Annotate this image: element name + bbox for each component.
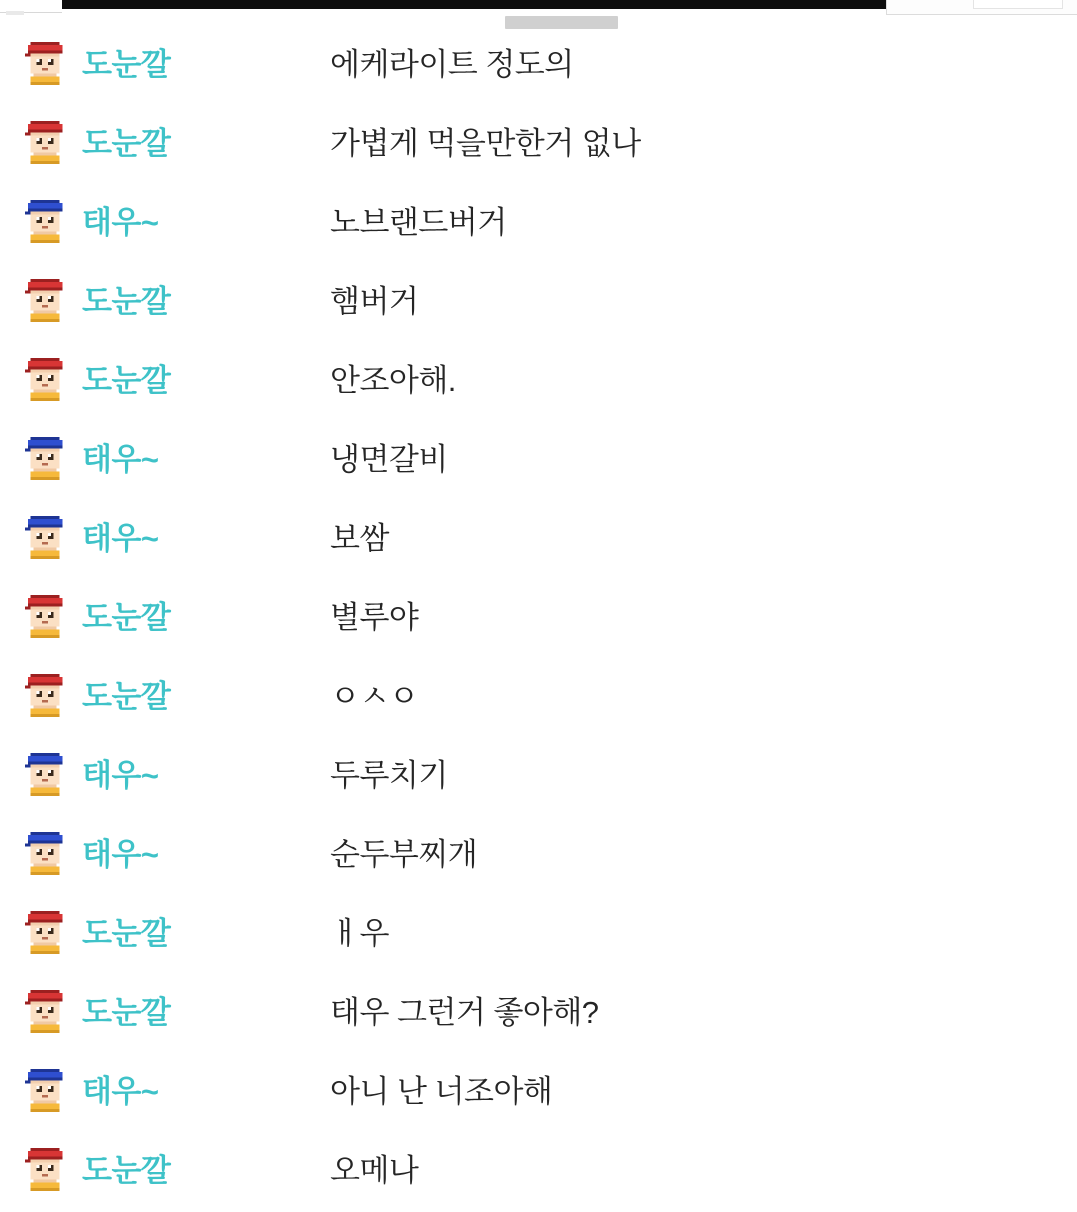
- chat-sender-name[interactable]: 태우~: [82, 758, 159, 793]
- chat-message-row[interactable]: [0, 733, 1077, 812]
- chat-message-text: 별루야: [330, 600, 419, 635]
- chat-message-row[interactable]: [0, 180, 1077, 259]
- title-bar-dark-band: [62, 0, 887, 9]
- chat-message-row[interactable]: [0, 654, 1077, 733]
- pixel-boy-red-cap-avatar[interactable]: [22, 118, 68, 164]
- chat-sender-name[interactable]: 도눈깔: [82, 284, 171, 319]
- scrollbar-track[interactable]: [1073, 22, 1077, 1212]
- chat-message-list[interactable]: [0, 22, 1077, 1207]
- chat-message-row[interactable]: [0, 259, 1077, 338]
- chat-message-row[interactable]: [0, 496, 1077, 575]
- chat-message-text: 보쌈: [330, 521, 389, 556]
- chat-message-text: 두루치기: [330, 758, 448, 793]
- chat-message-text: 태우 그런거 좋아해?: [330, 995, 599, 1030]
- pixel-boy-blue-cap-avatar[interactable]: [22, 750, 68, 796]
- title-bar-tick: [6, 11, 24, 15]
- pixel-boy-red-cap-avatar[interactable]: [22, 1145, 68, 1191]
- chat-message-text: ㅐ우: [330, 916, 389, 951]
- chat-sender-name[interactable]: 도눈깔: [82, 600, 171, 635]
- pixel-boy-blue-cap-avatar[interactable]: [22, 197, 68, 243]
- chat-message-row[interactable]: [0, 101, 1077, 180]
- chat-sender-name[interactable]: 도눈깔: [82, 679, 171, 714]
- chat-message-text: 노브랜드버거: [330, 205, 507, 240]
- pixel-boy-blue-cap-avatar[interactable]: [22, 434, 68, 480]
- pixel-boy-red-cap-avatar[interactable]: [22, 276, 68, 322]
- chat-message-row[interactable]: [0, 22, 1077, 101]
- pixel-boy-blue-cap-avatar[interactable]: [22, 513, 68, 559]
- chat-message-row[interactable]: [0, 1049, 1077, 1128]
- chat-message-text: 아니 난 너조아해: [330, 1074, 553, 1109]
- chat-message-row[interactable]: [0, 970, 1077, 1049]
- chat-sender-name[interactable]: 태우~: [82, 521, 159, 556]
- chat-message-text: 가볍게 먹을만한거 없나: [330, 126, 641, 161]
- chat-sender-name[interactable]: 도눈깔: [82, 995, 171, 1030]
- window-controls-area[interactable]: [886, 0, 1077, 15]
- chat-message-row[interactable]: [0, 1128, 1077, 1207]
- chat-sender-name[interactable]: 태우~: [82, 205, 159, 240]
- chat-sender-name[interactable]: 태우~: [82, 442, 159, 477]
- chat-message-text: 에케라이트 정도의: [330, 47, 574, 82]
- chat-message-row[interactable]: [0, 812, 1077, 891]
- chat-sender-name[interactable]: 도눈깔: [82, 916, 171, 951]
- chat-sender-name[interactable]: 도눈깔: [82, 47, 171, 82]
- pixel-boy-red-cap-avatar[interactable]: [22, 671, 68, 717]
- chat-message-row[interactable]: [0, 338, 1077, 417]
- chat-sender-name[interactable]: 태우~: [82, 837, 159, 872]
- chat-message-row[interactable]: [0, 575, 1077, 654]
- chat-sender-name[interactable]: 도눈깔: [82, 1153, 171, 1188]
- window-controls-inner: [973, 0, 1063, 9]
- chat-message-row[interactable]: [0, 891, 1077, 970]
- chat-sender-name[interactable]: 도눈깔: [82, 126, 171, 161]
- chat-message-text: 순두부찌개: [330, 837, 478, 872]
- chat-message-text: 냉면갈비: [330, 442, 448, 477]
- chat-sender-name[interactable]: 도눈깔: [82, 363, 171, 398]
- pixel-boy-red-cap-avatar[interactable]: [22, 355, 68, 401]
- pixel-boy-blue-cap-avatar[interactable]: [22, 829, 68, 875]
- pixel-boy-red-cap-avatar[interactable]: [22, 908, 68, 954]
- chat-message-text: 안조아해.: [330, 363, 456, 398]
- pixel-boy-red-cap-avatar[interactable]: [22, 592, 68, 638]
- chat-message-text: ㅇㅅㅇ: [330, 679, 419, 714]
- pixel-boy-blue-cap-avatar[interactable]: [22, 1066, 68, 1112]
- chat-sender-name[interactable]: 태우~: [82, 1074, 159, 1109]
- chat-message-text: 오메나: [330, 1153, 419, 1188]
- chat-message-row[interactable]: [0, 417, 1077, 496]
- chat-message-text: 햄버거: [330, 284, 419, 319]
- pixel-boy-red-cap-avatar[interactable]: [22, 987, 68, 1033]
- pixel-boy-red-cap-avatar[interactable]: [22, 39, 68, 85]
